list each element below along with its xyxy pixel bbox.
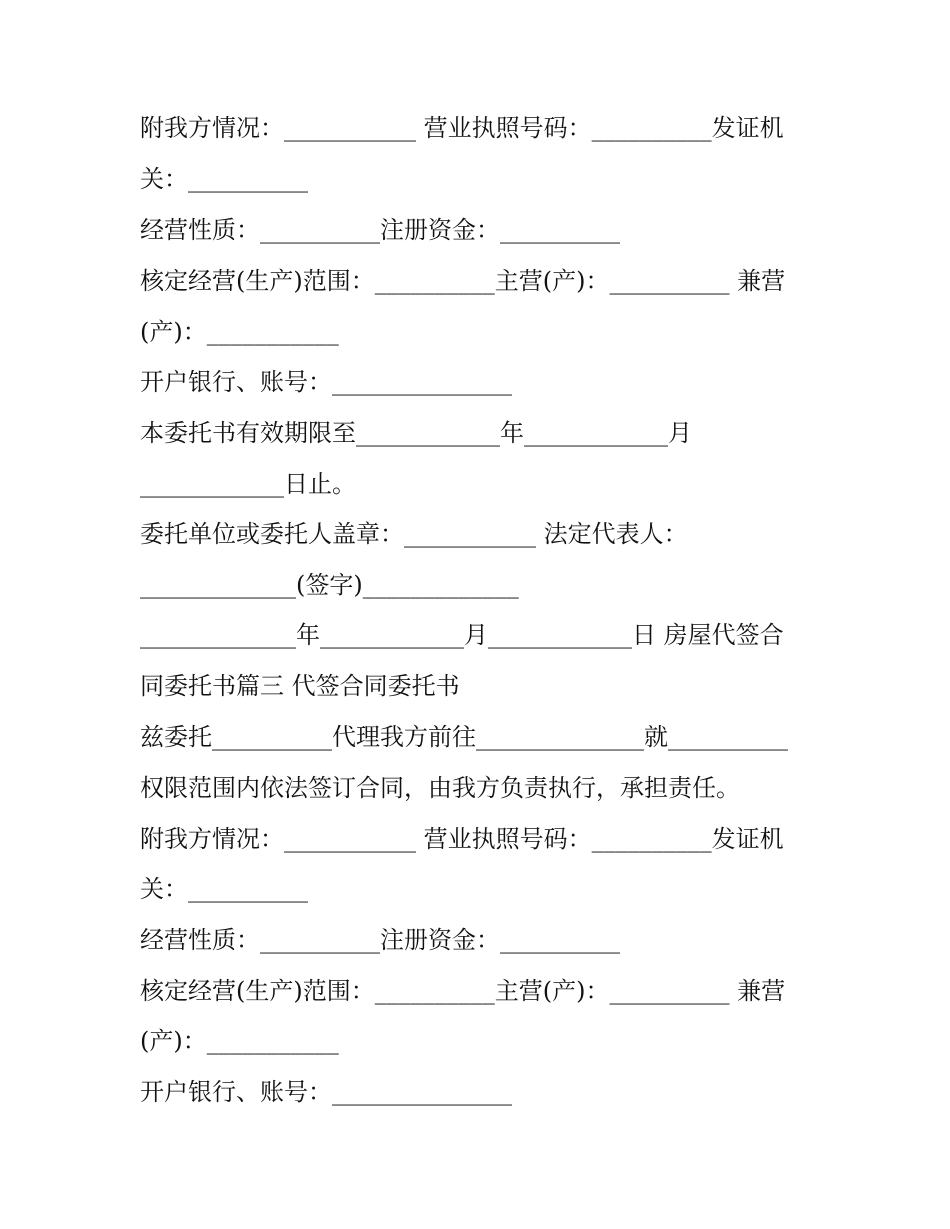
text-line: 附我方情况：___________ 营业执照号码：__________发证机 [140,825,784,853]
text-line: 本委托书有效期限至____________年____________月 [140,419,692,447]
section-heading-line: 同委托书篇三 代签合同委托书 [140,672,460,700]
text-line: 经营性质：__________注册资金：__________ [140,216,620,244]
text-line: (产)：___________ [140,318,339,346]
text-line: 权限范围内依法签订合同，由我方负责执行，承担责任。 [140,774,740,802]
text-line: _____________(签字)_____________ [140,571,519,599]
text-line: 核定经营(生产)范围：__________主营(产)：__________ 兼营 [140,267,786,295]
text-line: 兹委托__________代理我方前往______________就__________ [140,723,788,751]
text-line: 开户银行、账号：_______________ [140,368,512,396]
text-line: 开户银行、账号：_______________ [140,1078,512,1106]
text-line: 关：__________ [140,165,308,193]
text-line: 经营性质：__________注册资金：__________ [140,926,620,954]
text-line: 附我方情况：___________ 营业执照号码：__________发证机 [140,114,784,142]
text-line: 委托单位或委托人盖章：___________ 法定代表人： [140,520,688,548]
text-line: ____________日止。 [140,470,356,498]
text-line: _____________年____________月____________日 房屋代签合 [140,621,784,649]
text-line: (产)：___________ [140,1027,339,1055]
text-line: 核定经营(生产)范围：__________主营(产)：__________ 兼营 [140,977,786,1005]
text-line: 关：__________ [140,875,308,903]
